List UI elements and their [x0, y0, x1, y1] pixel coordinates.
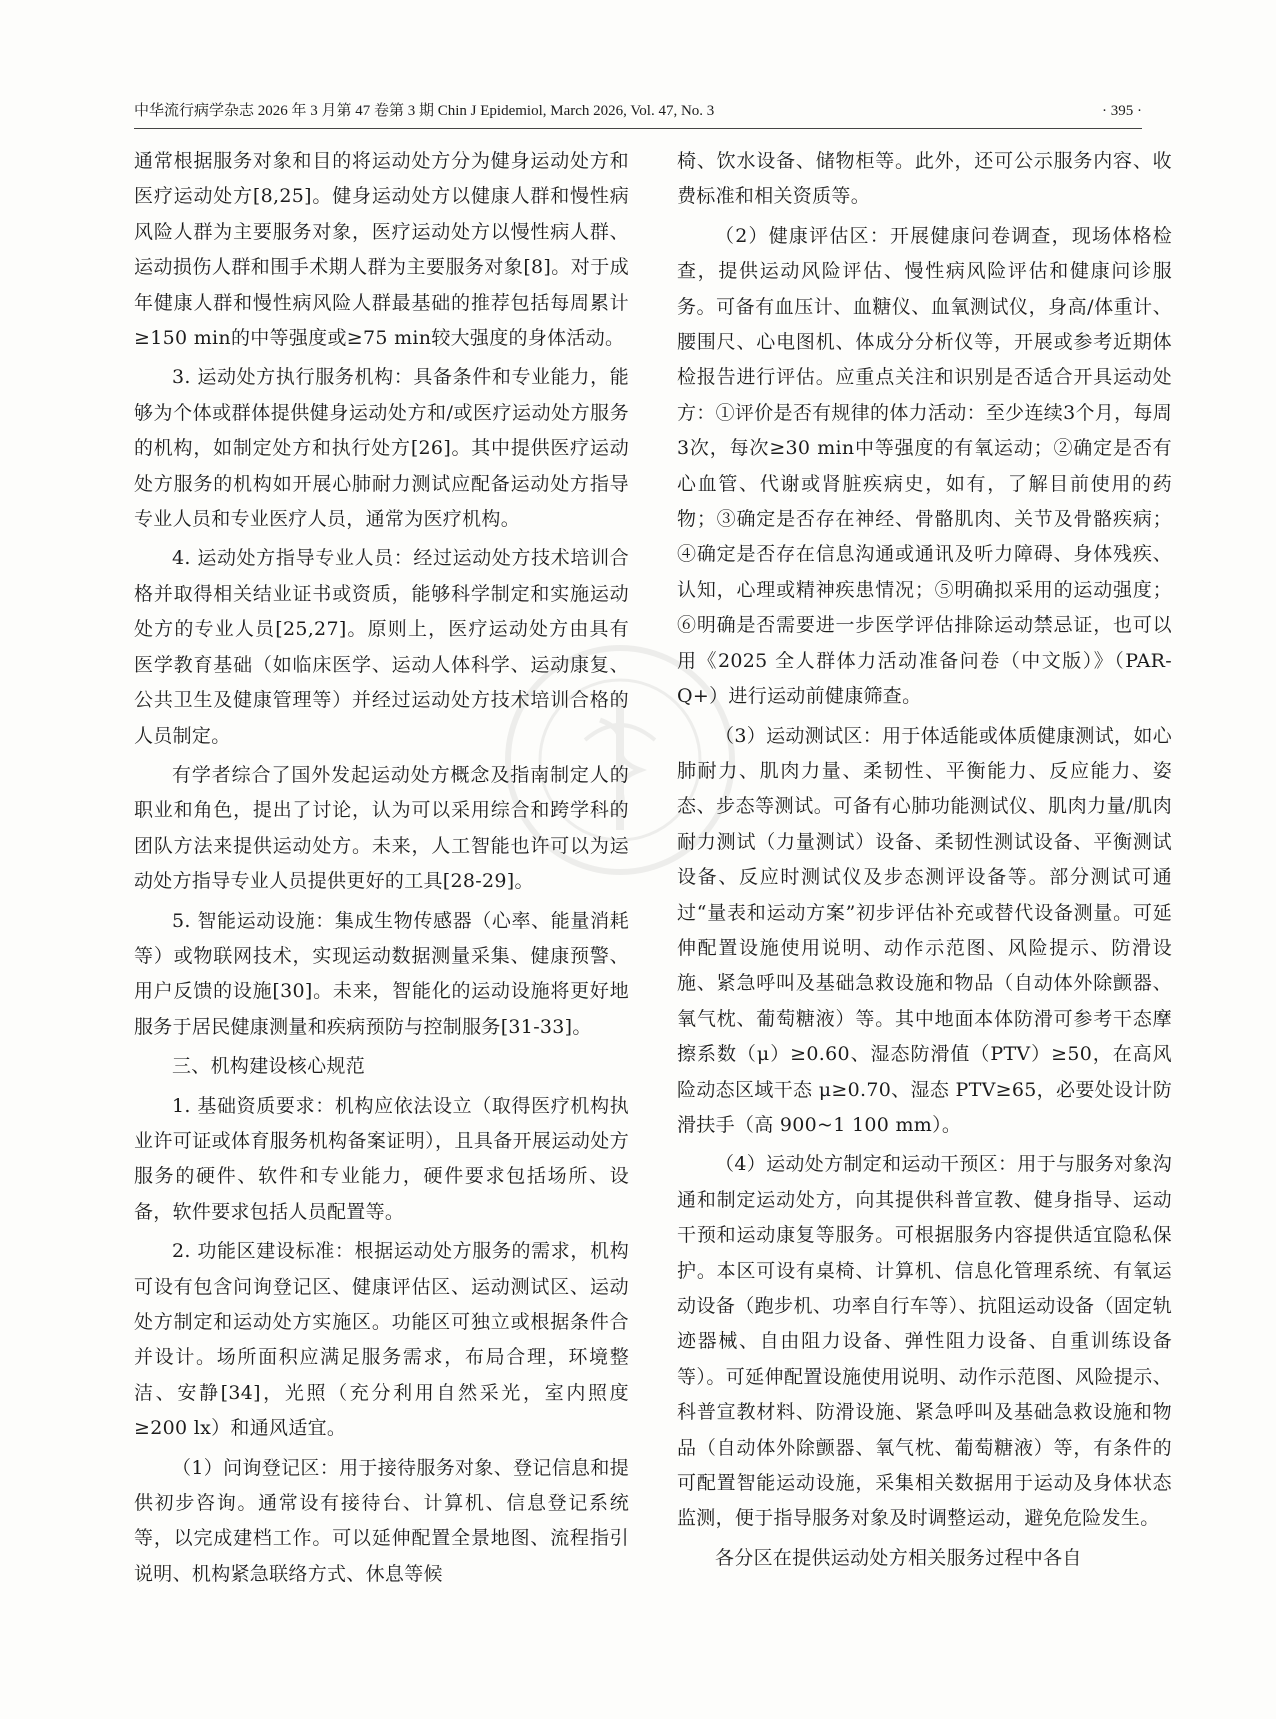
paragraph: 椅、饮水设备、储物柜等。此外，还可公示服务内容、收费标准和相关资质等。	[677, 150, 1172, 208]
paragraph: 3. 运动处方执行服务机构：具备条件和专业能力，能够为个体或群体提供健身运动处方和/或医疗运动处方服务的机构，如制定处方和执行处方[26]。其中提供医疗运动处方服务的机构如开展心肺耐力测试应配备运动处方指导专业人员和专业医疗人员，通常为医疗机构。	[134, 366, 629, 531]
right-text-column	[677, 144, 1172, 1580]
journal-citation-header: 中华流行病学杂志 2026 年 3 月第 47 卷第 3 期 Chin J Epidemiol, March 2026, Vol. 47, No. 3	[134, 103, 715, 119]
page-number: · 395 ·	[1102, 103, 1142, 119]
paragraph: 各分区在提供运动处方相关服务过程中各自	[715, 1546, 1082, 1569]
paragraph: 4. 运动处方指导专业人员：经过运动处方技术培训合格并取得相关结业证书或资质，能够科学制定和实施运动处方的专业人员[25,27]。原则上，医疗运动处方由具有医学教育基础（如临床医学、运动人体科学、运动康复、公共卫生及健康管理等）并经过运动处方技术培训合格的人员制定。	[134, 547, 629, 747]
running-header	[134, 100, 1142, 129]
paragraph: （2）健康评估区：开展健康问卷调查，现场体格检查，提供运动风险评估、慢性病风险评估和健康问诊服务。可备有血压计、血糖仪、血氧测试仪，身高/体重计、腰围尺、心电图机、体成分分析仪等，开展或参考近期体检报告进行评估。应重点关注和识别是否适合开具运动处方：①评价是否有规律的体力活动：至少连续3个月，每周3次，每次≥30 min中等强度的有氧运动；②确定是否有心血管、代谢或肾脏疾病史，如有，了解目前使用的药物；③确定是否存在神经、骨骼肌肉、关节及骨骼疾病；④确定是否存在信息沟通或通讯及听力障碍、身体残疾、认知，心理或精神疾患情况；⑤明确拟采用的运动强度；⑥明确是否需要进一步医学评估排除运动禁忌证，也可以用《2025 全人群体力活动准备问卷（中文版）》（PAR-Q+）进行运动前健康筛查。	[677, 224, 1172, 708]
paragraph: 有学者综合了国外发起运动处方概念及指南制定人的职业和角色，提出了讨论，认为可以采用综合和跨学科的团队方法来提供运动处方。未来，人工智能也许可以为运动处方指导专业人员提供更好的工具[28-29]。	[134, 763, 629, 893]
section-heading: 三、机构建设核心规范	[172, 1055, 366, 1078]
paragraph: （4）运动处方制定和运动干预区：用于与服务对象沟通和制定运动处方，向其提供科普宣教、健身指导、运动干预和运动康复等服务。可根据服务内容提供适宜隐私保护。本区可设有桌椅、计算机、信息化管理系统、有氧运动设备（跑步机、功率自行车等）、抗阻运动设备（固定轨迹器械、自由阻力设备、弹性阻力设备、自重训练设备等）。可延伸配置设施使用说明、动作示范图、风险提示、科普宣教材料、防滑设施、紧急呼叫及基础急救设施和物品（自动体外除颤器、氧气枕、葡萄糖液）等，有条件的可配置智能运动设施，采集相关数据用于运动及身体状态监测，便于指导服务对象及时调整运动，避免危险发生。	[677, 1153, 1172, 1530]
paragraph: （1）问询登记区：用于接待服务对象、登记信息和提供初步咨询。通常设有接待台、计算机、信息登记系统等，以完成建档工作。可以延伸配置全景地图、流程指引说明、机构紧急联络方式、休息等候	[134, 1456, 629, 1585]
paragraph: 2. 功能区建设标准：根据运动处方服务的需求，机构可设有包含问询登记区、健康评估区、运动测试区、运动处方制定和运动处方实施区。功能区可独立或根据条件合并设计。场所面积应满足服务需求，布局合理，环境整洁、安静[34]，光照（充分利用自然采光，室内照度≥200 lx）和通风适宜。	[134, 1240, 629, 1440]
paragraph: 1. 基础资质要求：机构应依法设立（取得医疗机构执业许可证或体育服务机构备案证明），且具备开展运动处方服务的硬件、软件和专业能力，硬件要求包括场所、设备，软件要求包括人员配置等。	[134, 1094, 629, 1223]
paragraph: 5. 智能运动设施：集成生物传感器（心率、能量消耗等）或物联网技术，实现运动数据测量采集、健康预警、用户反馈的设施[30]。未来，智能化的运动设施将更好地服务于居民健康测量和疾病预防与控制服务[31-33]。	[134, 909, 629, 1038]
left-text-column	[134, 144, 629, 1596]
paragraph: 通常根据服务对象和目的将运动处方分为健身运动处方和医疗运动处方[8,25]。健身运动处方以健康人群和慢性病风险人群为主要服务对象，医疗运动处方以慢性病人群、运动损伤人群和围手术期人群为主要服务对象[8]。对于成年健康人群和慢性病风险人群最基础的推荐包括每周累计≥150 min的中等强度或≥75 min较大强度的身体活动。	[134, 150, 629, 350]
paragraph: （3）运动测试区：用于体适能或体质健康测试，如心肺耐力、肌肉力量、柔韧性、平衡能力、反应能力、姿态、步态等测试。可备有心肺功能测试仪、肌肉力量/肌肉耐力测试（力量测试）设备、柔韧性测试设备、平衡测试设备、反应时测试仪及步态测评设备等。部分测试可通过“量表和运动方案”初步评估补充或替代设备测量。可延伸配置设施使用说明、动作示范图、风险提示、防滑设施、紧急呼叫及基础急救设施和物品（自动体外除颤器、氧气枕、葡萄糖液）等。其中地面本体防滑可参考干态摩擦系数（μ）≥0.60、湿态防滑值（PTV）≥50，在高风险动态区域干态 μ≥0.70、湿态 PTV≥65，必要处设计防滑扶手（高 900~1 100 mm）。	[677, 724, 1172, 1136]
